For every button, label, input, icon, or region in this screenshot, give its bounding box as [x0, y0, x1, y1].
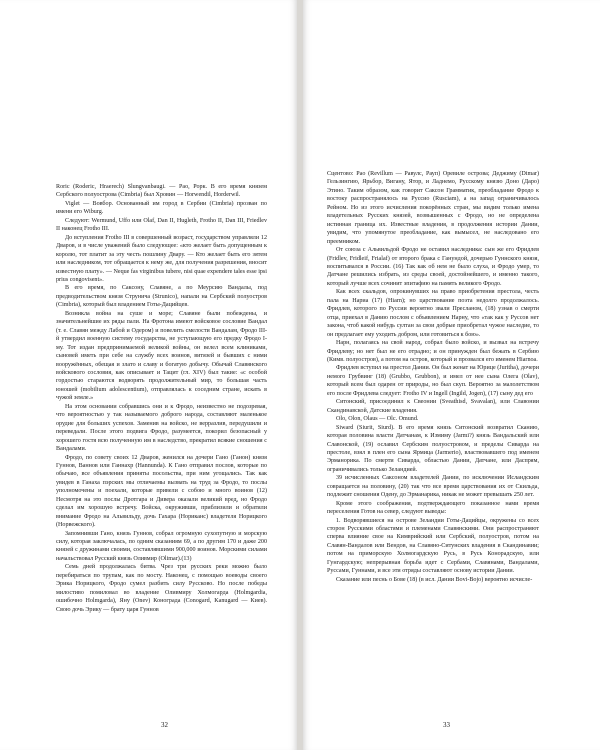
- paragraph: В его время, по Саксону, Славяне, а по Меурсию Вандалы, под предводительством князя Струнича (Strunico), напали на Сербский полуостров (Cimbria), который был владением Готы-Дацийцев.: [56, 285, 267, 309]
- paragraph: 39 исчисленных Саксоном владетелей Дании, по исключении Исландским совращается на половину, (20) так что все время царствования их от Скильда, подлежит сношения Одену, до Эрманарика, никак не может превышать 250 лет.: [327, 475, 539, 499]
- paragraph: Ситонский, присоединил к Свеонии (Sveathisd, Svavalan), или Славонии Скандинавской, Датские владения.: [327, 399, 539, 414]
- page-number: 33: [443, 721, 450, 729]
- paragraph: Семь дней продолжалась битва. Чрез три русских реки можно было перебираться по трупам, как по мосту. Наконец, с помощью воеводы своего Эрика Норицкого, Фродо сумел разбить силу Руссково. Но после победы милостиво помиловал во владение Оливмиру Холмогарда (Holmgardia, ошибочно Holmgarda), Яну (Onev) Конограда (Conogard, Kanugard — Киев). Свою дочь Эрику — брату царя Гуннов: [56, 564, 267, 613]
- paragraph: Как всех скальдов, опрокинувших на право приобретения престола, честь пала на Нариа (17) (Hiarn); но царствование поэта недолго продолжалось. Фридлев, которого по Руссии вероятно звали Пресланом, (18) узнав о смерти отца, приехал в Данию послом с объявлением Нарну, что «так как у Руссов нет закона, чтоб какой нибудь султан за свои добрые приобретал чужое наследие, то он предлагает ему уходить добром, или готовиться к бою».: [327, 289, 539, 338]
- paragraph: Siward (Siurit, Siurd). В его время князь Ситонский возвратил Сканию, которая половина власти Датчанам, к Измиму (Jarmi?) князь Вандальский или Славонской, (19) ославил Сербским полуостровом, и пределы Сиварда на престоле, взял в плен его сына Ярмица (Jarmerio), властвовавшего под именем Эрманорика. По смерти Сиварда, областью Дании, Датчане, или Даспрям, ограничивались только Зеландией.: [327, 424, 539, 473]
- page-number: 32: [161, 721, 168, 729]
- paragraph: До вступления Frotho III в совершенный возраст, государством управляли 12 Дваров, и в числе уважений было следующее: «кто желает быть допущенным к королю, тот платит за эту честь пошлину Двару. — Кто желает быть его зятем или наследником, тот обращается к нему же, для получения разрешения, вносит известную плату». — Neque fas virginibus tubere, nisi quae expendere tales esse ipsi prius congovisent».: [56, 234, 267, 283]
- paragraph: Фридлев вступил на престол Дании. Он был женат на Юрице (Juritha), дочери немого Грубвинг (18) (Grubbo, Grubbon), и имел от нее сына Олега (Olav), который всем был одарен от природы, но был скуп. Вероятно за малолетством его после Фридлева следует: Frotho IV и Ingell (Ingild, Jogen), (17) сыну дед его: [327, 365, 539, 397]
- paragraph: Roric (Roderic, Hraerech) Slungvanbaugi. — Рао, Рорк. В его время князем Сербского полуострова (Cimbria) был Хровин — Horwendil, Horderwil.: [56, 184, 267, 199]
- paragraph: Возникла война на суше и море; Славяне были побеждены, и значительнейшие их ряды пали. На Фротона имеют войсковое сословие Вандал (т. е. Славян между Лабой и Одером) и повелить смелости Вандалам, Фродо III-й утвердил военную систему государства, не уступающую его предку Фродо I-му. Тот издан предпринимаемой великой войны, он велел всем клиниками, сыновей иметь при себе на службу всех воинов, витязей и бывших с ними вооружённых, обещая и злато и славу и богатую добычу. Обычай Славянского войскового сословия, как описывает и Тацит (гл. XIV) был такие: «с особой гордостью стараются водворять продолжительный мир, то большая часть юношей (mobilium adolescentium), отправлялась к соседним стране, искать в чужой земле.»: [56, 310, 267, 402]
- paragraph: Olo, Olon, Olaus — Olc. Omund.: [336, 416, 419, 423]
- paragraph: Фродо, по совету своих 12 Дваров, женился на дочери Гано (Ганон) князя Гуннов, Ваннов или Ганнахр (Hannunda). К Гано отправил послов, которые по обычаю, все объявления приняты посольства, при ним угощались. Так как увидев в Ганаха пэрских мы отличаемы вызвать на труд за Фродо, то послы уполномочены и поехали, которые привели с собою и много воинов (12) Несмотря на это послы Дротгара и Дивера оказали великий вред, но Фродо сделал им хорошую встречу. Войска, окруживши, приблизили и обратили внимание Фродо на Альвильду, дочь Гахара (Нориканс) владетеля Норицкого (Норвежского).: [56, 454, 267, 529]
- paragraph: От союза с Альвильдой Фродо не оставил наследника: сын же его Фридлев (Fridlev, Fridleif, Frialaf) от второго брака с Ганундой, дочерью Гуннского князя, воспитывался в России. (16) Так как об нем не было слуха, и Фродо умер, то Датчане решились избрать, из среды своей, достойнейшего, и именно такого, который лучше всех сочинит эпитафию на память великого Фродо.: [327, 247, 539, 287]
- left-page-text: [56, 183, 267, 614]
- paragraph: Запомнивши Гано, князь Гуннов, собрал огромную сухопутную и морскую силу, которая заключалась, по одним сказаниям 69, а по другим 170 и даже 200 князей с дружинами своими, составлявшими 900,000 воинов. Морскими силами начальствовал Русский князь Оливмир (Olimar).(13): [56, 530, 267, 562]
- paragraph: На этом основании собравшись они и к Фродо, неизвестно не подозревая, что вероятностью у так называемого доброго народа, составляют маленькое орудие для больших успехов. Заменив на войско, не верразлив, передушили и переведали. После этого подвига Фродо, разумеется, покорил безопасный у хорошего гостя всю полученную им в наследство, прекратил всякие сношения с Вандалами.: [56, 403, 267, 453]
- right-page-text: [327, 170, 539, 584]
- paragraph: Кроме этого соображения, подтверждающего показанное нами время переселения Готов на север, следуют выводы:: [327, 500, 539, 516]
- paragraph: Следуют: Wermund, Uffo или Olaf, Dan II, Hugleth, Frotho II, Dan III, Friedlev II наконец Frotho III.: [56, 217, 267, 233]
- paragraph: Сцентово: Рао (Revillum — Равулс, Рауп) Оревиле острова; Деджиму (Dimar) Гельзингию, Ярьбор, Вигану, Ятор, и Ладнемо, Русскому князю Доно (Даро) Этино. Таким образом, как говорит Саксон Грамматик, преобладание Фродо к востоку распространялось на Руссио (Rusciam), а на запад ограничивалось Рейном. Но из этого исчисления покорённых стран, мы видим только имена владетельных Русских князей, возвышенных с Фродо, но не определена истинная граница их. Известные владения, в продолжения истории Дании, увидим, что упомянутое преобладание, как вымысел, не наследовано его преемником.: [327, 171, 539, 245]
- paragraph: Сказание или песнь о Бове (18) (в исл. Дании Bovi-Bojo) вероятно исчисле-: [336, 576, 533, 583]
- left-page: [0, 0, 297, 750]
- right-page: [303, 0, 600, 750]
- paragraph: Нарн, полагаясь на свой народ, собрал было войско, и вызвал на встречу Фридлеву; но нет был не его отрадно; и он принужден был бежать в Сербию (Кимв. полуостров), а потом на остров, который и прозвался его именем Hiarnoa.: [327, 340, 539, 363]
- paragraph: Viglet — Вовбор. Основанный им город в Сербии (Cimbria) прозван по имени его Wiburg.: [56, 200, 267, 216]
- paragraph: 1. Водворявшиеся на острове Зеландии Готы-Дацийцы, окружены со всех сторон Русскими областями и племенами Славянскими. Они распространяют сперва влияние свое на Кимврийский или Сербский, полуостров, потом на Славян-Вандалов или Вендов, на Славяно-Ситунских владения в Скандинавии; потом на приморскую Холмогардскую Русь, в Русь Конорадскую, или Гунгардскую; непрерывная борьба идет с Сербами, Славянами, Вандалами, Руссами, Гуннами, и все эти отряды составляют основу истории Дании.: [327, 517, 539, 575]
